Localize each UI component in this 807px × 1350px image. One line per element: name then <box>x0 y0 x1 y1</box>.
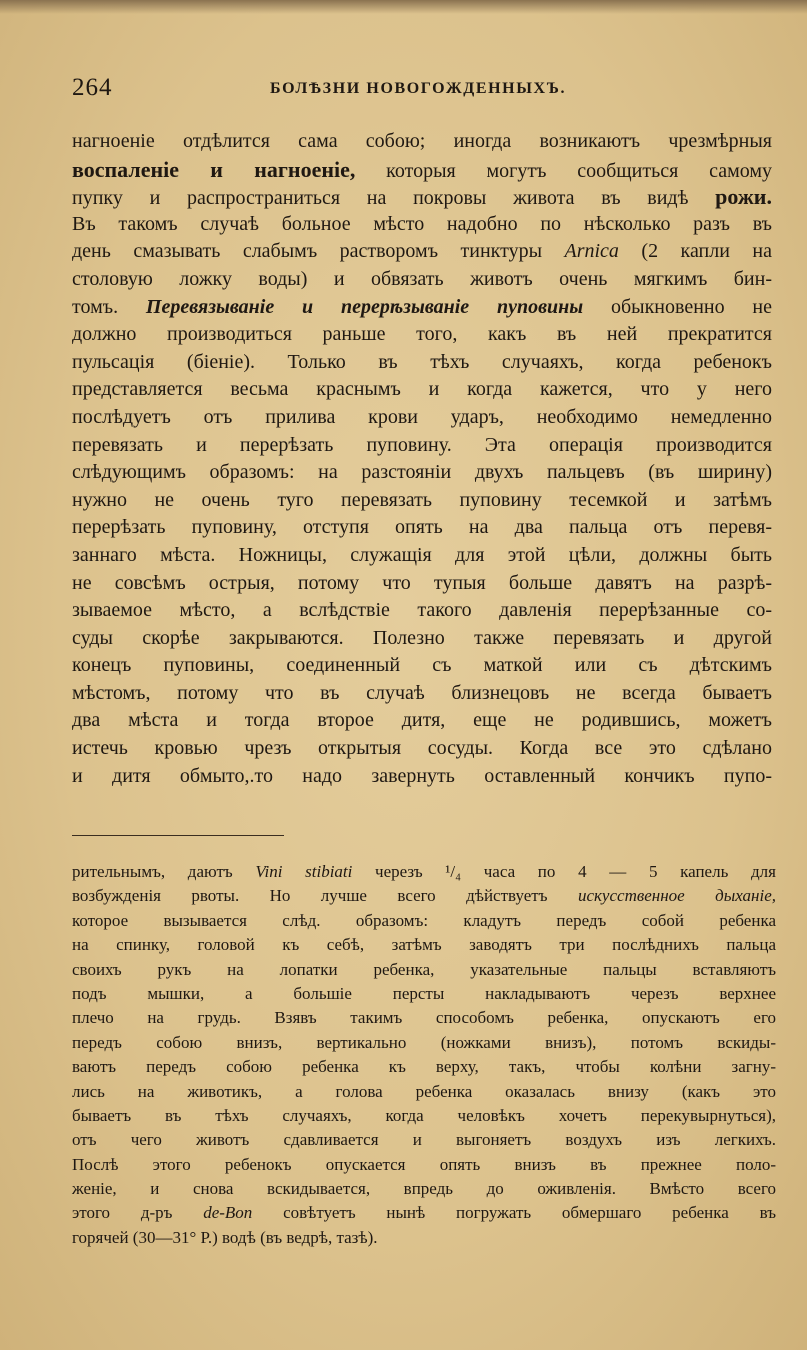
text-line: два мѣста и тогда второе дитя, еще не родившись, можетъ <box>72 709 772 732</box>
emphasis-italic: de-Bon <box>203 1203 253 1223</box>
footnote-line: своихъ рукъ на лопатки ребенка, указательные пальцы вставляютъ <box>72 959 776 979</box>
page-header <box>72 74 772 104</box>
footnote-line: горячей (30—31° Р.) водѣ (въ ведрѣ, тазѣ). <box>72 1227 378 1247</box>
page-top-shadow <box>0 0 807 14</box>
text-line: конецъ пуповины, соединенный съ маткой или съ дѣтскимъ <box>72 654 772 677</box>
footnote-line: которое вызывается слѣд. образомъ: кладутъ передъ собой ребенка <box>72 910 776 930</box>
page-number: 264 <box>72 74 113 101</box>
footnote-divider <box>72 835 284 836</box>
footnote-line: рительнымъ, даютъ Vini stibiati черезъ ¹/₄ часа по 4 — 5 капель для <box>72 862 776 881</box>
footnote-line: подъ мышки, а большіе персты накладываютъ черезъ верхнее <box>72 983 776 1003</box>
text-line: послѣдуетъ отъ прилива крови ударъ, необходимо немедленно <box>72 405 772 428</box>
text-line: заннаго мѣста. Ножницы, служащія для этой цѣли, должны быть <box>72 543 772 566</box>
footnote-line: бываетъ въ тѣхъ случаяхъ, когда человѣкъ хочетъ перекувырнуться), <box>72 1105 776 1125</box>
text-line: суды скорѣе закрываются. Полезно также перевязать и другой <box>72 626 772 649</box>
text-line: должно производиться раньше того, какъ въ ней прекратится <box>72 323 772 346</box>
text-line: пульсація (біеніе). Только въ тѣхъ случаяхъ, когда ребенокъ <box>72 350 772 373</box>
text-line: зываемое мѣсто, а вслѣдствіе такого давленія перерѣзанные со- <box>72 599 772 622</box>
emphasis-bold: рожи. <box>715 184 772 210</box>
text-line: нужно не очень туго перевязать пуповину тесемкой и затѣмъ <box>72 488 772 511</box>
footnote-line: передъ собою внизъ, вертикально (ножками внизъ), потомъ вскиды- <box>72 1032 776 1052</box>
footnote-line: лись на животикъ, а голова ребенка оказалась внизу (какъ это <box>72 1081 776 1101</box>
text-line: пупку и распространиться на покровы живота въ видѣ рожи. <box>72 184 772 210</box>
footnote-line: этого д-ръ de-Bon совѣтуетъ нынѣ погружать обмершаго ребенка въ <box>72 1203 776 1223</box>
footnote-line: возбужденія рвоты. Но лучше всего дѣйствуетъ искусственное дыханіе, <box>72 886 776 906</box>
footnote <box>72 860 776 1250</box>
text-line: не совсѣмъ острыя, потому что тупыя больше давятъ на разрѣ- <box>72 571 772 594</box>
text-line: и дитя обмыто,.то надо завернуть оставленный кончикъ пупо- <box>72 764 772 787</box>
text-line: мѣстомъ, потому что въ случаѣ близнецовъ не всегда бываетъ <box>72 681 772 704</box>
emphasis-italic-bold: Перевязываніе и перерѣзываніе пуповины <box>145 295 584 318</box>
running-title: БОЛѢЗНИ НОВОГОЖДЕННЫХЪ. <box>270 80 567 97</box>
main-text <box>72 128 772 790</box>
text-line: столовую ложку воды) и обвязать животъ очень мягкимъ бин- <box>72 267 772 290</box>
footnote-line: ваютъ передъ собою ребенка къ верху, такъ, чтобы колѣни загну- <box>72 1057 776 1077</box>
text-line: перерѣзать пуповину, отступя опять на два пальца отъ перевя- <box>72 516 772 539</box>
emphasis-italic: искусственное дыханіе, <box>577 886 776 906</box>
text-line: Въ такомъ случаѣ больное мѣсто надобно по нѣсколько разъ въ <box>72 212 772 235</box>
emphasis-italic: Vini stibiati <box>255 862 353 881</box>
footnote-line: Послѣ этого ребенокъ опускается опять внизъ въ прежнее поло- <box>72 1154 776 1174</box>
footnote-line: плечо на грудь. Взявъ такимъ способомъ ребенка, опускаютъ его <box>72 1008 776 1028</box>
footnote-line: отъ чего животъ сдавливается и выгоняетъ воздухъ изъ легкихъ. <box>72 1130 776 1150</box>
emphasis-italic: Arnica <box>564 240 619 263</box>
emphasis-bold: воспаленіе и нагноеніе, <box>72 156 356 182</box>
text-line: слѣдующимъ образомъ: на разстояніи двухъ пальцевъ (въ ширину) <box>72 461 772 484</box>
text-line: воспаленіе и нагноеніе, которыя могутъ сообщиться самому <box>72 156 773 182</box>
text-line: нагноеніе отдѣлится сама собою; иногда возникаютъ чрезмѣрныя <box>72 130 772 152</box>
text-line: представляется весьма краснымъ и когда кажется, что у него <box>72 378 772 401</box>
text-line: перевязать и перерѣзать пуповину. Эта операція производится <box>72 433 772 456</box>
footnote-line: на спинку, головой къ себѣ, затѣмъ заводятъ три послѣднихъ пальца <box>72 935 776 955</box>
text-line: день смазывать слабымъ растворомъ тинктуры Arnica (2 капли на <box>72 240 772 263</box>
footnote-line: женіе, и снова вскидывается, впредь до оживленія. Вмѣсто всего <box>72 1179 776 1199</box>
text-line: томъ. Перевязываніе и перерѣзываніе пуповины обыкновенно не <box>72 295 772 318</box>
text-line: истечь кровью чрезъ открытыя сосуды. Когда все это сдѣлано <box>72 737 772 760</box>
